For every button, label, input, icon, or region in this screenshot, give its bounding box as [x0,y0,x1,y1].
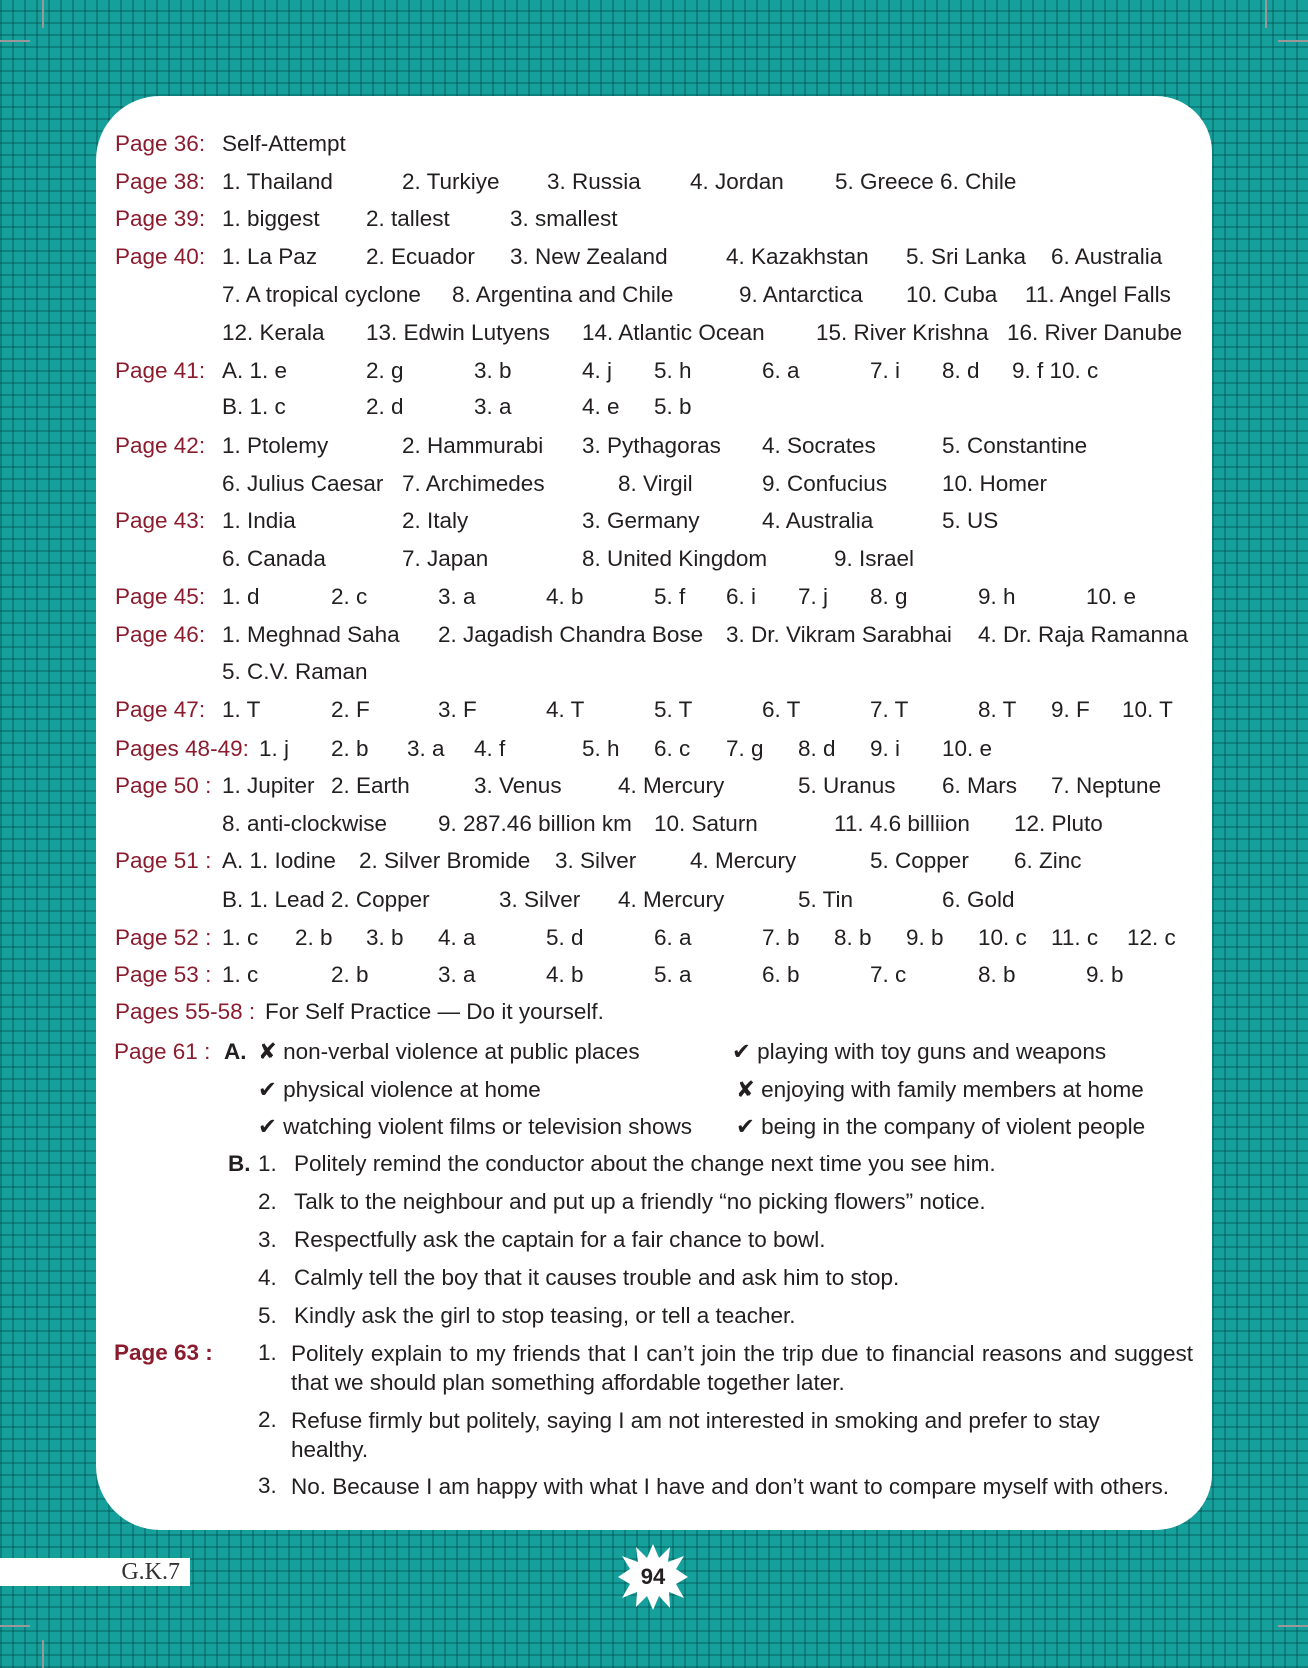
answer-item: 2. Italy [402,508,469,533]
answer-item: 1. biggest [222,206,320,231]
answer-item: B. 1. c [222,394,286,419]
answer-item: 10. Homer [942,471,1048,496]
answer-text: Kindly ask the girl to stop teasing, or tell a teacher. [294,1303,796,1328]
item-number: 3. [258,1227,277,1252]
answer-text: Calmly tell the boy that it causes trouble and ask him to stop. [294,1265,900,1290]
answer-item: 5. US [942,508,999,533]
answer-item: 9. f 10. c [1012,358,1099,383]
answer-text: Talk to the neighbour and put up a friendly “no picking flowers” notice. [294,1189,986,1214]
page-label: Page 39: [115,206,206,231]
page-label: Page 45: [115,584,206,609]
answer-item: 5. b [654,394,692,419]
answer-item: 2. Ecuador [366,244,475,269]
page-label: Page 51 : [115,848,212,873]
answer-item: 9. b [1086,962,1124,987]
answer-item: 4. Jordan [690,169,784,194]
option: ✔ being in the company of violent people [736,1114,1146,1139]
answer-item: 4. j [582,358,613,383]
page-label: Page 52 : [115,925,212,950]
answer-item: A. 1. e [222,358,288,383]
answer-item: 5. a [654,962,692,987]
item-number: 4. [258,1265,277,1290]
answer-item: 1. T [222,697,261,722]
answer-item: 2. Silver Bromide [359,848,531,873]
item-number: 1. [258,1151,277,1176]
answer-item: 5. f [654,584,686,609]
answer-text: Politely remind the conductor about the change next time you see him. [294,1151,996,1176]
section-b-label: B. [228,1151,251,1176]
answer-item: 1. c [222,925,259,950]
answer-item: 1. Thailand [222,169,333,194]
page-label: Page 41: [115,358,206,383]
page-label: Page 36: [115,131,206,156]
answer-item: 8. anti-clockwise [222,811,388,836]
answer-item: 9. h [978,584,1016,609]
answer-item: 11. c [1051,925,1099,950]
answer-item: 5. Uranus [798,773,896,798]
answer-item: 3. a [407,736,445,761]
answer-item: 7. Japan [402,546,489,571]
answer-item: 5. Sri Lanka [906,244,1027,269]
answer-item: 12. c [1127,925,1176,950]
answer-item: 4. b [546,584,584,609]
answer-item: 6. Zinc [1014,848,1082,873]
answer-item: 5. h [654,358,692,383]
page-label: Page 38: [115,169,206,194]
answer-item: 9. b [906,925,944,950]
answer-item: 4. Socrates [762,433,876,458]
answer-item: 8. d [798,736,836,761]
answer-item: 6. a [762,358,800,383]
answer-item: 4. f [474,736,506,761]
option: ✔ watching violent films or television shows [258,1114,693,1139]
item-number: 1. [258,1340,277,1365]
option: ✔ playing with toy guns and weapons [732,1039,1107,1064]
answer-item: 11. Angel Falls [1025,282,1171,307]
answer-item: 6. T [762,697,801,722]
answer-item: 2. tallest [366,206,450,231]
answer-item: 3. Venus [474,773,562,798]
answer-item: 10. T [1122,697,1173,722]
answer-item: 3. Russia [547,169,641,194]
page-label: Page 63 : [114,1340,213,1365]
page-number-badge [618,1544,688,1610]
crop-mark [42,0,44,28]
answer-item: 11. 4.6 billiion [834,811,970,836]
answer-item: 5. Constantine [942,433,1088,458]
answer-item: 5. Tin [798,887,854,912]
page-label: Pages 55-58 : [115,999,256,1024]
crop-mark [42,1640,44,1668]
answer-text: Politely explain to my friends that I can’t join the trip due to financial reasons and suggest that we should plan something affordable together later. [291,1341,1193,1395]
answer-item: 5. Copper [870,848,969,873]
answer-item: 1. c [222,962,259,987]
answer-item: 12. Kerala [222,320,325,345]
page-label: Page 40: [115,244,206,269]
answer-item: 4. T [546,697,585,722]
answer-item: 4. e [582,394,620,419]
answer-item: 4. Mercury [690,848,797,873]
answer-item: 2. b [331,736,369,761]
answer-item: 3. b [366,925,404,950]
answer-item: 7. g [726,736,764,761]
answer-item: 13. Edwin Lutyens [366,320,550,345]
answer-item: 1. La Paz [222,244,318,269]
option: ✘ non-verbal violence at public places [258,1039,640,1064]
answer-item: 7. b [762,925,800,950]
answer-item: 6. c [654,736,691,761]
page-label: Page 53 : [115,962,212,987]
answer-item: 5. C.V. Raman [222,659,368,684]
answer-item: 2. Turkiye [402,169,500,194]
answer-item: 9. Israel [834,546,915,571]
answer-item: 1. Ptolemy [222,433,329,458]
answer-item: 10. Saturn [654,811,758,836]
answer-item: 6. Gold [942,887,1015,912]
answer-item: 8. Virgil [618,471,693,496]
answer-item: 3. Pythagoras [582,433,721,458]
crop-mark [1265,0,1267,28]
answer-item: 4. Australia [762,508,874,533]
answer-item: 3. Silver [499,887,581,912]
option: ✘ enjoying with family members at home [736,1077,1144,1102]
answer-item: 6. a [654,925,692,950]
answer-item: 9. F [1051,697,1090,722]
item-number: 3. [258,1473,277,1498]
answer-item: 2. g [366,358,404,383]
answer-item: 4. Mercury [618,773,725,798]
answer-item: 10. c [978,925,1027,950]
answer-item: 3. F [438,697,477,722]
answer-item: 2. d [366,394,404,419]
answer-item: 10. e [942,736,993,761]
answer-item: 7. T [870,697,909,722]
answer-item: 7. c [870,962,907,987]
answer-item: 4. Mercury [618,887,725,912]
option: ✔ physical violence at home [258,1077,541,1102]
page-label: Page 43: [115,508,206,533]
answer-item: 5. Greece 6. Chile [835,169,1017,194]
answer-item: 3. a [438,962,476,987]
answer-item: 4. Dr. Raja Ramanna [978,622,1189,647]
answer-item: 10. e [1086,584,1137,609]
answer-item: 7. Neptune [1051,773,1162,798]
answer-item: 10. Cuba [906,282,998,307]
item-number: 5. [258,1303,277,1328]
answer-item: 1. j [259,736,290,761]
answer-item: B. 1. Lead 2. Copper [222,887,430,912]
answer-item: 6. Mars [942,773,1018,798]
answer-item: 8. b [834,925,872,950]
answer-item: 9. Antarctica [739,282,863,307]
answer-item: 6. Julius Caesar [222,471,384,496]
answer-item: 9. 287.46 billion km [438,811,632,836]
crop-mark [1278,40,1308,42]
answer-item: 1. Jupiter [222,773,315,798]
answer-item: 8. b [978,962,1016,987]
answer-item: 8. United Kingdom [582,546,768,571]
crop-mark [0,40,30,42]
book-title: G.K.7 [0,1558,190,1586]
answer-item: 8. g [870,584,908,609]
answer-item: A. 1. Iodine [222,848,336,873]
answer-item: 7. Archimedes [402,471,545,496]
answer-item: 3. b [474,358,512,383]
page-label: Page 47: [115,697,206,722]
answer-text: Respectfully ask the captain for a fair chance to bowl. [294,1227,826,1252]
answer-item: 3. Dr. Vikram Sarabhai [726,622,952,647]
answer-item: For Self Practice — Do it yourself. [265,999,604,1024]
answer-item: 8. Argentina and Chile [452,282,674,307]
page-number: 94 [640,1564,666,1589]
answer-item: 7. j [798,584,829,609]
answer-item: 2. c [331,584,368,609]
page-label: Page 50 : [115,773,212,798]
answer-item: 4. Kazakhstan [726,244,869,269]
answer-item: 3. a [438,584,476,609]
answer-item: 2. b [331,962,369,987]
answer-item: 1. India [222,508,296,533]
answer-item: 16. River Danube [1007,320,1183,345]
page-label: Page 61 : [114,1039,211,1064]
item-number: 2. [258,1407,277,1432]
answer-item: 7. i [870,358,901,383]
answer-item: 6. b [762,962,800,987]
answer-item: 8. T [978,697,1017,722]
answer-item: 4. a [438,925,476,950]
answer-item: 1. Meghnad Saha [222,622,400,647]
item-number: 2. [258,1189,277,1214]
page-label: Page 46: [115,622,206,647]
crop-mark [1278,1625,1308,1627]
answer-item: 2. Earth [331,773,410,798]
answer-item: 6. Australia [1051,244,1163,269]
answer-item: 3. Silver [555,848,637,873]
answer-item: 3. Germany [582,508,700,533]
answer-item: 3. smallest [510,206,618,231]
answer-item: 6. Canada [222,546,326,571]
answer-item: 3. a [474,394,512,419]
answer-item: 2. b [295,925,333,950]
answer-item: 2. Hammurabi [402,433,544,458]
answer-item: 5. h [582,736,620,761]
answer-item: 6. i [726,584,757,609]
answer-item: 1. d [222,584,260,609]
answer-item: 7. A tropical cyclone [222,282,421,307]
answer-item: 3. New Zealand [510,244,668,269]
answer-item: 4. b [546,962,584,987]
section-a-label: A. [224,1039,247,1064]
answer-item: 2. F [331,697,370,722]
answer-item: 9. Confucius [762,471,888,496]
answer-item: 12. Pluto [1014,811,1103,836]
page-label: Page 42: [115,433,206,458]
page-label: Pages 48-49: [115,736,249,761]
answer-item: 2. Jagadish Chandra Bose [438,622,704,647]
answer-item: 8. d [942,358,980,383]
crop-mark [0,1625,30,1627]
answer-item: 5. T [654,697,693,722]
answer-item: Self-Attempt [222,131,346,156]
answer-item: 5. d [546,925,584,950]
answer-text: No. Because I am happy with what I have and don’t want to compare myself with others. [291,1474,1169,1499]
answer-item: 9. i [870,736,901,761]
answer-item: 15. River Krishna [816,320,989,345]
answer-text: Refuse firmly but politely, saying I am not interested in smoking and prefer to stay healthy. [291,1408,1100,1462]
answer-item: 14. Atlantic Ocean [582,320,765,345]
